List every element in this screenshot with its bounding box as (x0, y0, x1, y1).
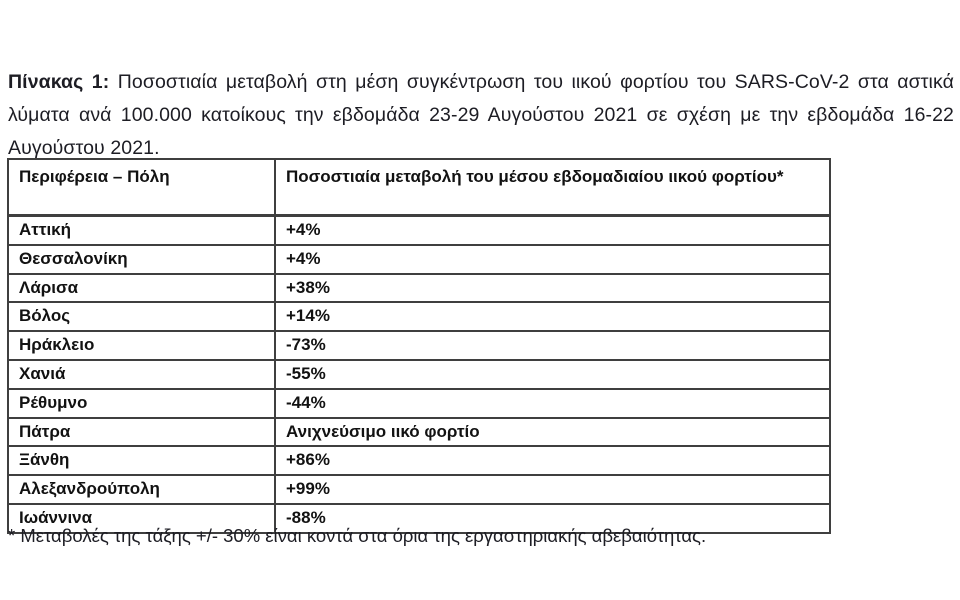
region-cell: Ξάνθη (8, 446, 275, 475)
region-cell: Βόλος (8, 302, 275, 331)
region-cell: Λάρισα (8, 274, 275, 303)
change-cell: -55% (275, 360, 830, 389)
table-row (8, 389, 830, 418)
table-row (8, 446, 830, 475)
table-caption-text: Ποσοστιαία μεταβολή στη μέση συγκέντρωση του ιικού φορτίου του SARS-CoV-2 στα αστικά λύματα ανά 100.000 κατοίκους την εβδομάδα 23-29 Αυγούστου 2021 σε σχέση με την εβδομάδα 16-22 Αυγούστου 2021. (8, 70, 954, 159)
table-row (8, 418, 830, 447)
change-cell: +14% (275, 302, 830, 331)
table-row (8, 245, 830, 274)
region-cell: Αττική (8, 216, 275, 245)
region-cell: Ρέθυμνο (8, 389, 275, 418)
column-header-region: Περιφέρεια – Πόλη (8, 159, 275, 216)
table-row (8, 302, 830, 331)
table-row (8, 274, 830, 303)
region-cell: Χανιά (8, 360, 275, 389)
region-cell: Ηράκλειο (8, 331, 275, 360)
region-cell: Πάτρα (8, 418, 275, 447)
change-cell: -88% (275, 504, 830, 533)
region-cell: Αλεξανδρούπολη (8, 475, 275, 504)
table-caption (8, 66, 954, 165)
table-header-row (8, 159, 830, 216)
change-cell: +4% (275, 245, 830, 274)
change-cell: Ανιχνεύσιμο ιικό φορτίο (275, 418, 830, 447)
region-cell: Ιωάννινα (8, 504, 275, 533)
change-cell: +4% (275, 216, 830, 245)
change-cell: -73% (275, 331, 830, 360)
region-cell: Θεσσαλονίκη (8, 245, 275, 274)
table-footnote: * Μεταβολές της τάξης +/- 30% είναι κοντά στα όρια της εργαστηριακής αβεβαιότητας. (8, 524, 707, 546)
viral-load-table (7, 158, 831, 534)
table-row (8, 216, 830, 245)
table-row (8, 475, 830, 504)
column-header-change: Ποσοστιαία μεταβολή του μέσου εβδομαδιαίου ιικού φορτίου* (275, 159, 830, 216)
table-caption-label: Πίνακας 1: (8, 70, 110, 93)
change-cell: +38% (275, 274, 830, 303)
table-row (8, 360, 830, 389)
change-cell: -44% (275, 389, 830, 418)
change-cell: +99% (275, 475, 830, 504)
table-row (8, 331, 830, 360)
change-cell: +86% (275, 446, 830, 475)
